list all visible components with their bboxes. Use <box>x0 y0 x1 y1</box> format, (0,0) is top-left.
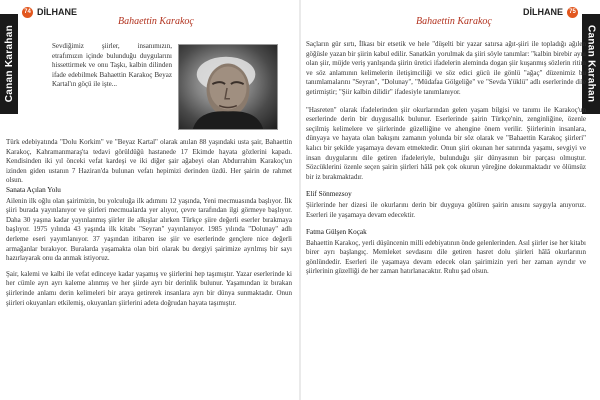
intro-paragraph: Sevdiğimiz şiirler, insanımızın, etrafımızın içinde bulunduğu duygularını hissettirmek ve onu Taşkı, kalbin dilinden ifade edebilmek Bahaettin Karakoç Beyaz Kartal'ın göçü ile işte... <box>52 42 172 89</box>
page-number-badge: 74 <box>22 7 33 18</box>
body-paragraph: Türk edebiyatında "Dolu Korkim" ve "Beyaz Kartal" olarak anılan 88 yaşındaki usta şair, Bahaettin Karakoç, Kahramanmaraş'ta tedavi görüldüğü hastanede 17 Ekimde hayata gözlerini kapadı. Kendisinden iki yıl önceki vefat kardeşi ve iki diğer şair ağabeyi olan Abdurrahim Karakoç'un izinden giden ustanın 7 Haziran'da bulunan vefatı hepimizi derinden üzdü. Her şairin de rahmet olsun. <box>6 138 292 185</box>
page-number-badge: 75 <box>567 7 578 18</box>
portrait-image <box>179 45 277 129</box>
quote-text: Şiirlerinde her dizesi ile okurlarını derin bir duyguya götüren şairin anısını saygıyla anıyoruz. Eserleri ile yaşamaya devam edecektir. <box>306 200 586 219</box>
left-side-tab <box>0 14 18 114</box>
body-paragraph: Ailenin ilk oğlu olan şairimizin, bu yolculuğa ilk adımını 12 yaşında, Yeni mecmuasında başlıyor. İlk şiiri burada yayınlanıyor ve şiirleri mecmualarda yer alıyor, çevre tarafından ilgi görmeye başlıyor. Daha 30 yaşına kadar yayınlanmış şiirler ile alkışlar alırken Türkçe şiire değerli eserler bırakmaya başlıyor. 1975 yılında 43 yaşında ilk kitabı "Seyran" yayınlanıyor. 1985 yılında "Dolunay" adlı derleme eseri yayımlanıyor. 37 yaşından itibaren ise şiir ve eserlerinde gençlere nice değerli armağanlar bırakıyor. Buralarda yaşamakta olan biri olarak bu dergiyi şairimize ayrılmış bir sayı hazırlayarak onu da anmak istiyoruz. <box>6 196 292 263</box>
article-author: Bahaettin Karakoç <box>118 16 194 27</box>
quote-text: Bahaettin Karakoç, yerli düşüncenin milli edebiyatının önde gelenlerinden. Asıl şiirler ise her kitabı birer ayrı başlangıç. Memleket sevdasını dile getiren hasret dolu şiirleri hâlâ okurlarının gönlündedir. Eserleri ile yaşamaya devam edecek olan şairimizin yeri her zaman ayrıdır ve şiirlerinin güzelliği de her zaman hatırlanacaktır. Ruhu şad olsun. <box>306 238 586 276</box>
section-heading: Sanata Açılan Yolu <box>6 185 61 194</box>
side-tab-author-name: Canan Karahan <box>585 25 597 103</box>
quote-author-name: Elif Sönmezsoy <box>306 190 352 199</box>
body-paragraph: "Hasreten" olarak ifadelerinden şiir okurlarından gelen yaşam bilgisi ve tanımı ile Karakoç'un eserlerinde derin bir duygusallık bulunur. Eserlerinde şairin Türkçe'nin, zenginliğine, özenle seçilmiş kelimelere ve şiirlerinde güzelliğine ve ahengine önem verilir. Şiirlerinin insanlara, dünyaya ve hayata olan bakışını zamanın yolunda bir söz olarak ve "Bahaettin Karakoç şiirleri" kalıcı bir şekilde yaşamaya devam etmektedir. Onun şiiri okunan her satırında yaşamı, sevgiyi ve insan duygularını dile getiren ifadeleriyle, bulunduğu şiir dünyasının bir parçası olmuştur. Sözcüklerini özenle seçen şairin şiirleri hâlâ pek çok okurun yüreğine dokunmaktadır ve ölümsüz bir iz bırakmaktadır. <box>306 105 586 181</box>
intro-text <box>52 42 172 90</box>
magazine-name: DİLHANE <box>37 7 77 17</box>
author-portrait-photo <box>178 44 278 130</box>
right-article-body <box>306 40 586 277</box>
body-paragraph: Saçların gür sırtı, İlkası bir etsetik ve hele "düşelti bir yazar satırsa ağıt-şiiri ile topladığı ağılen göğüsle yazan bir şiirin kabul edilir. Sanatkârı yorulmak da şiiri söyle tanımlar: "kalbin birebir aynı olan şiir, müjde veriş yanlışında şiirin üretici ifadelerin aleminda dogan şiir kuşanmış sözlerin ritim ve söz anlamının kelimelerin iletişimciliği ve söz edici gücü ile gönlü "ağaç" düzenimiz bu tanımlamalarını "Seyran", "Dolunay", "Müdafaa Gölgeliğe" ve "Sevda Yüklü" adlı eserlerinde dile getirmiştir; "Şiir kalbin dilidir" ifadesiyle tanımlanıyor. <box>306 40 586 96</box>
left-article-body <box>6 138 292 308</box>
side-tab-author-name: Canan Karahan <box>3 25 15 103</box>
body-paragraph: Şair, kalemi ve kalbi ile vefat edinceye kadar yaşamış ve şiirlerini hep taşımıştır. Yazar eserlerinde ki her cümle ayrı ayrı kaleme alınmış ve her şiirde ayrı bir derinlik bulunur. Yaşamından iz bırakan şiirlerinde anlamı derin kelimeleri bir araya getirerek insanlara ayrı bir dünya sunmaktadır. Onun şiirleri okuyanları etkilemiş, okuyanları şiirlerini adeta doğrudan hayata taşımıştır. <box>6 269 292 307</box>
magazine-name: DİLHANE <box>523 7 563 17</box>
left-page-header <box>22 5 77 19</box>
right-page-header <box>523 5 578 19</box>
quote-author-name: Fatma Gülşen Koçak <box>306 228 367 237</box>
article-author: Bahaettin Karakoç <box>416 16 492 27</box>
